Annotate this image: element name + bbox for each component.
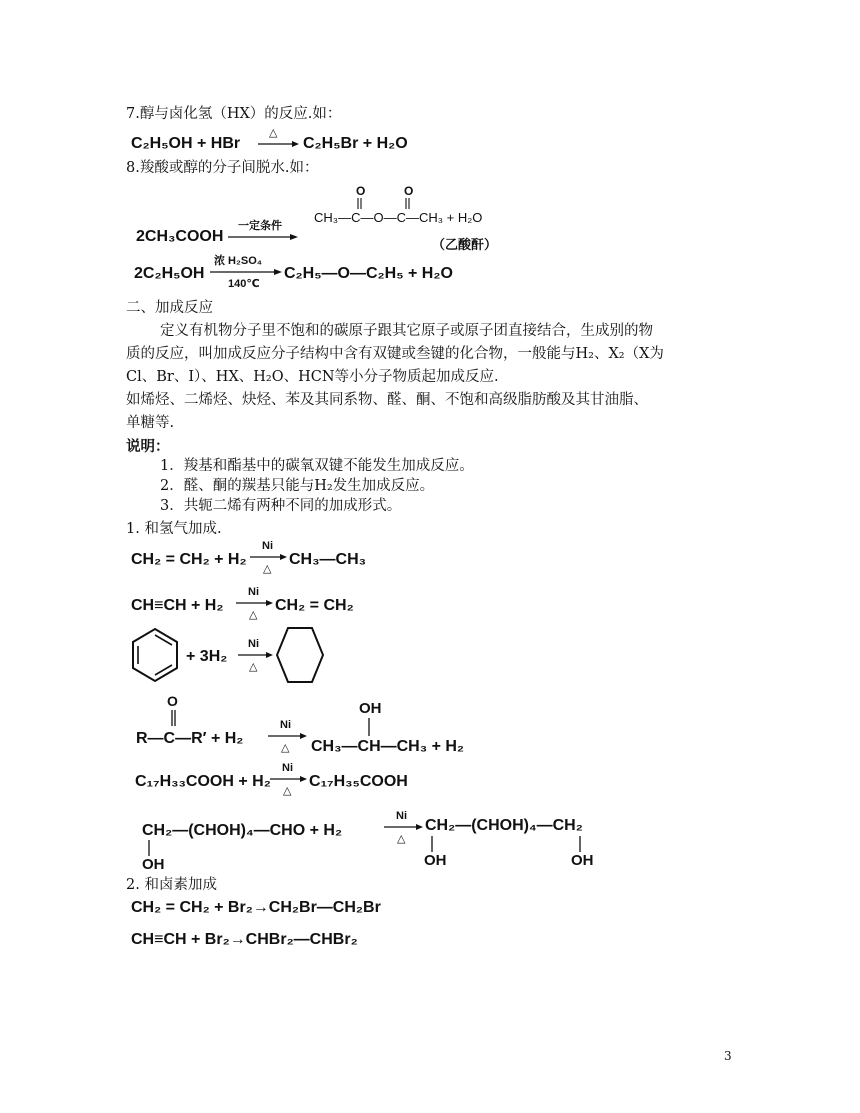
h2-eq4-hydroxyl: OH [359,700,382,717]
h2-eq6-hydroxyl: OH [424,852,447,869]
eq-anhydride-left: 2CH₃COOH [136,228,224,245]
halogen-eq2: CH≡CH + Br₂→CHBr₂—CHBr₂ [131,931,358,948]
h2-eq3-catalyst: Ni [248,638,259,650]
note-item: 1．羧基和酯基中的碳氧双键不能发生加成反应。 [160,458,474,474]
halogen-addition-heading: 2. 和卤素加成 [126,877,217,893]
page-number: 3 [724,1049,732,1063]
eq-anhydride-arrow [226,216,302,244]
h2-eq6-hydroxyl: OH [142,856,165,873]
h2-eq1-heat: △ [263,563,272,575]
h2-eq1-left: CH₂ = CH₂ + H₂ [131,551,247,568]
eq-ether-condition-top: 浓 H₂SO₄ [214,255,263,267]
note-item: 3．共轭二烯有两种不同的加成形式。 [160,498,402,514]
h2-eq5-left: C₁₇H₃₃COOH + H₂ [135,773,271,790]
examples-line-1: 如烯烃、二烯烃、炔烃、苯及其同系物、醛、酮、不饱和高级脂肪酸及其甘油脂、 [126,392,648,408]
benzene-ring-icon [131,627,179,683]
h2-eq6-catalyst: Ni [396,810,407,822]
cyclohexane-ring-icon [275,626,325,684]
eq-hbr-right: C₂H₅Br + H₂O [303,135,408,152]
eq-hbr-left: C₂H₅OH + HBr [131,135,241,152]
h2-eq4-right: CH₃—CH—CH₃ + H₂ [311,738,465,755]
h2-eq1-catalyst: Ni [262,540,273,552]
h2-eq4-heat: △ [281,742,290,754]
h2-eq3-left: + 3H₂ [186,648,228,665]
eq-ether-right: C₂H₅—O—C₂H₅ + H₂O [284,265,453,282]
eq-ether-arrow [208,250,286,292]
anhydride-oxygen-2: O [404,184,414,198]
h2-eq2-heat: △ [249,609,258,621]
examples-line-2: 单糖等. [126,415,175,431]
eq-ether-left: 2C₂H₅OH [134,265,205,282]
definition-line-3: Cl、Br、I）、HX、H₂O、HCN等小分子物质起加成反应. [126,369,499,385]
h2-eq3-heat: △ [249,661,258,673]
h2-eq2-right: CH₂ = CH₂ [275,597,354,614]
ketone-double-bond [170,710,180,728]
h2-eq2-left: CH≡CH + H₂ [131,597,224,614]
h2-eq5-heat: △ [283,785,292,797]
h2-eq3-arrow [236,634,278,674]
h2-eq4-catalyst: Ni [280,719,291,731]
h2-eq2-catalyst: Ni [248,586,259,598]
h2-eq5-arrow [268,758,310,798]
definition-line-1: 定义有机物分子里不饱和的碳原子跟其它原子或原子团直接结合，生成别的物 [160,323,653,339]
h2-eq6-hydroxyl: OH [571,852,594,869]
h2-eq5-catalyst: Ni [282,762,293,774]
h2-eq1-right: CH₃—CH₃ [289,551,367,568]
h2-eq6-left: CH₂—(CHOH)₄—CHO + H₂ [142,822,343,839]
h2-eq5-right: C₁₇H₃₅COOH [309,773,408,790]
h2-eq4-oxygen: O [167,693,178,709]
h2-eq6-heat: △ [397,833,406,845]
anhydride-note: （乙酸酐） [432,237,498,252]
eq-anhydride-condition: 一定条件 [238,220,282,232]
note-label: 说明： [126,438,170,455]
anhydride-oxygen-1: O [356,184,366,198]
anhydride-double-bonds [350,198,420,210]
definition-line-2: 质的反应，叫加成反应分子结构中含有双键或叁键的化合物，一般能与H₂、X₂（X为 [126,346,664,362]
eq-hbr-condition: △ [269,127,278,139]
halogen-eq1: CH₂ = CH₂ + Br₂→CH₂Br—CH₂Br [131,899,381,916]
section-8-heading: 8.羧酸或醇的分子间脱水.如： [126,160,319,176]
note-item: 2．醛、酮的羰基只能与H₂发生加成反应。 [160,478,435,494]
h2-eq1-arrow [248,536,290,576]
eq-hbr-arrow [256,125,302,151]
eq-ether-condition-bottom: 140℃ [228,278,260,290]
addition-heading: 二、加成反应 [126,300,213,316]
h2-eq6-arrow [382,806,426,846]
anhydride-product: CH₃—C—O—C—CH₃ + H₂O [314,210,483,225]
section-7-heading: 7.醇与卤化氢（HX）的反应.如： [126,106,342,122]
h2-eq4-left: R—C—R′ + H₂ [136,730,244,747]
isopropanol-oh-bond [366,718,372,738]
h2-addition-heading: 1. 和氢气加成. [126,521,222,537]
h2-eq6-right: CH₂—(CHOH)₄—CH₂ [425,817,583,834]
h2-eq2-arrow [234,582,276,622]
h2-eq4-arrow [266,715,310,755]
